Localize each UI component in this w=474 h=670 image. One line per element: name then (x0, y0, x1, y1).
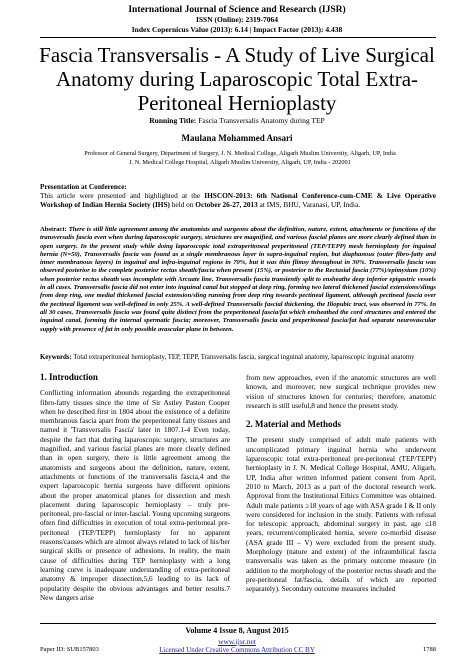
keywords (40, 354, 436, 363)
presentation-text-after: at IMS, BHU, Varanasi, UP, India. (257, 200, 361, 210)
presentation-text-before: This article were presented and highlighted at the (40, 191, 205, 201)
journal-issn: ISSN (Online): 2319-7064 (195, 15, 279, 24)
presentation-event: IHSCON-2013: 6th National Conference-cum-CME & Live Operative Workshop of Indian Hernia Society (IHS) (40, 191, 436, 210)
keywords-text: Total extraperitoneal hernioplasty, TEP, TEPP, Transversalis fascia, surgical inguinal anatomy, laparoscopic inguinal anatomy (73, 354, 415, 361)
affiliation-line-1: Professor of General Surgery, Department of Surgery, J. N. Medical College, Aligarh Muslim University, Aligarh, UP, India (84, 150, 396, 157)
methods-paragraph: The present study comprised of adult male patients with uncomplicated primary inguinal hernia who underwent laparoscopic total extra-peritoneal pre-peritoneal (TEP/TEPP) hernioplasty in J. N. Medical College Hospital, AMU, Aligarh, UP, India after written informed patient consent from April, 2010 to March, 2013 as a part of the doctoral research work. Approval from the Institutional Ethics Committee was obtained. Adult male patients ≥18 years of age with ASA grade I & II only were considered for inclusion in the study. Patients with refusal for telescopic approach, abdominal surgery in past, age ≤18 years, recurrent/complicated hernia, severe co-morbid disease (ASA grade III – V) were excluded from the present study. Morphology (nature and extent) of the infraumbilical fascia transversalis was taken as the primary outcome measure (in addition to the morphology of the posterior rectus sheath and the pre-peritoneal fat/fascia, details of which are reported separately). Secondary outcome measures included (246, 435, 436, 594)
license-link[interactable]: Licensed Under Creative Commons Attribution CC BY (159, 646, 315, 654)
header-rule (40, 37, 436, 38)
affiliation-line-2: J. N. Medical College Hospital, Aligarh Muslim University, Aligarh, UP, India - 202001 (129, 158, 351, 166)
presentation-note (40, 182, 436, 210)
intro-continuation: from new approaches, even if the anatomic structures are well known, and moreover, new surgical technique provides new vision of structures known for centuries; therefore, anatomic research is still useful,8 and hence the present study. (246, 373, 436, 410)
journal-header (0, 5, 474, 35)
presentation-date: October 26-27, 2013 (195, 200, 258, 210)
abstract-label: Abstract: (40, 226, 67, 233)
journal-url-link[interactable]: www.ijsr.net (218, 637, 256, 646)
affiliation (60, 150, 420, 167)
intro-paragraph: Conflicting information abounds regarding the extraperitoneal fibro-fatty tissues since the time of Sir Astley Paston Cooper when he described first in 1804 about the existence of a definite membranous fascia apart from the preperitoneal fatty tissues and named it 'Transversalis Fascia' later in 1807.1-4 Even today, despite the fact that during laparoscopic surgery, structures are magnified, and various fascial planes are more clearly defined than in open surgery, there is little agreement among the anatomists and surgeons about the definition, nature, extent, attachments or functions of the transversalis fascia,4 and the expert laparoscopic hernia surgeons have different opinions about the proper anatomical planes for dissection and mesh placement during laparoscopic hernioplasty – truly pre-peritoneal, pre-fascial or inter-fascial. Young upcoming surgeons often find difficulties in execution of total extra-peritoneal pre-peritoneal (TEP/TEPP) hernioplasty for no apparent reasons/causes which are almost always related to lack of his/her surgical skills or presence of adhesions. In reality, the main cause of difficulties during TEP hernioplasty with a long learning curve is inadequate understanding of extra-peritoneal anatomy & improper dissection,5,6 leading to its lack of popularity despite the obvious advantages and better results.7 New dangers arise (40, 388, 230, 602)
journal-index: Index Copernicus Value (2013): 6.14 | Impact Factor (2013): 4.438 (131, 25, 343, 34)
abstract (40, 226, 436, 334)
page-number: 1788 (423, 646, 436, 653)
left-column (40, 373, 230, 602)
abstract-text: There is still little agreement among the anatomists and surgeons about the definition, nature, extent, attachments or functions of the transversalis fascia even when during laparoscopic surgery, structures are magnified, and various fascial planes are more clearly defined than in open surgery. In the present study while doing laparoscopic total extraperitoneal preperitoneal (TEP/TEPP) mesh hernioplasty for inguinal hernia (N=50), Transversalis fascia was found as a single membranous layer in supra-inguinal region, but diaphanous (outer fibro-fatty and inner membranous layers) in inguinal and infra-inguinal regions in 70%, but it was thin flimsy throughout in 30%. Transversalis fascia was observed posterior to the complete posterior rectus sheath/fascia when present (15%), or posterior to the Rectusial fascia (77%)/epimysium (10%) when posterior rectus sheath was incomplete with Arcuate line. Transversalis fascia transiently split to ensheathe deep inferior epigastric vessels in all cases. Transversalis fascia did not enter into inguinal canal but stopped at deep ring, forming two lateral thickened fascial extensions/slings from deep ring, one medial thickened fascial extension/sling running from deep ring towards pectineal ligament, although pectineal fascia over the pectineal ligament was well-defined in only 25%. A well-defined Transversalis fascial thickening, the Iliopubic tract, was observed in 77%. In all 30 cases, Transversalis fascia was found quite distinct from the preperitoneal fascia/fat which ensheathed the cord structures and entered the inguinal canal, forming the internal spermatic fascia; moreover, Transversalis fascia and preperitoneal fascia/fat had separate neurovascular supply with presence of fat in only possible avascular plane in between. (40, 226, 436, 333)
keywords-label: Keywords: (40, 354, 72, 361)
intro-heading: 1. Introduction (40, 372, 98, 382)
paper-title: Fascia Transversalis - A Study of Live Surgical Anatomy during Laparoscopic Total Extra-Peritoneal Hernioplasty (39, 43, 435, 115)
journal-name: International Journal of Science and Research (IJSR) (128, 5, 346, 15)
methods-heading: 2. Material and Methods (246, 419, 341, 430)
running-title-label: Running Title: (149, 116, 197, 125)
presentation-text-middle: held on (169, 200, 196, 210)
footer-rule (40, 623, 436, 624)
footer-volume: Volume 4 Issue 8, August 2015 (185, 626, 289, 635)
paper-id: Paper ID: SUB157803 (40, 646, 99, 653)
right-column (246, 373, 436, 594)
author-name: Maulana Mohammed Ansari (181, 133, 293, 143)
running-title-value: Fascia Transversalis Anatomy during TEP (198, 116, 325, 125)
presentation-heading: Presentation at Conference: (40, 182, 127, 191)
running-title (0, 116, 474, 125)
